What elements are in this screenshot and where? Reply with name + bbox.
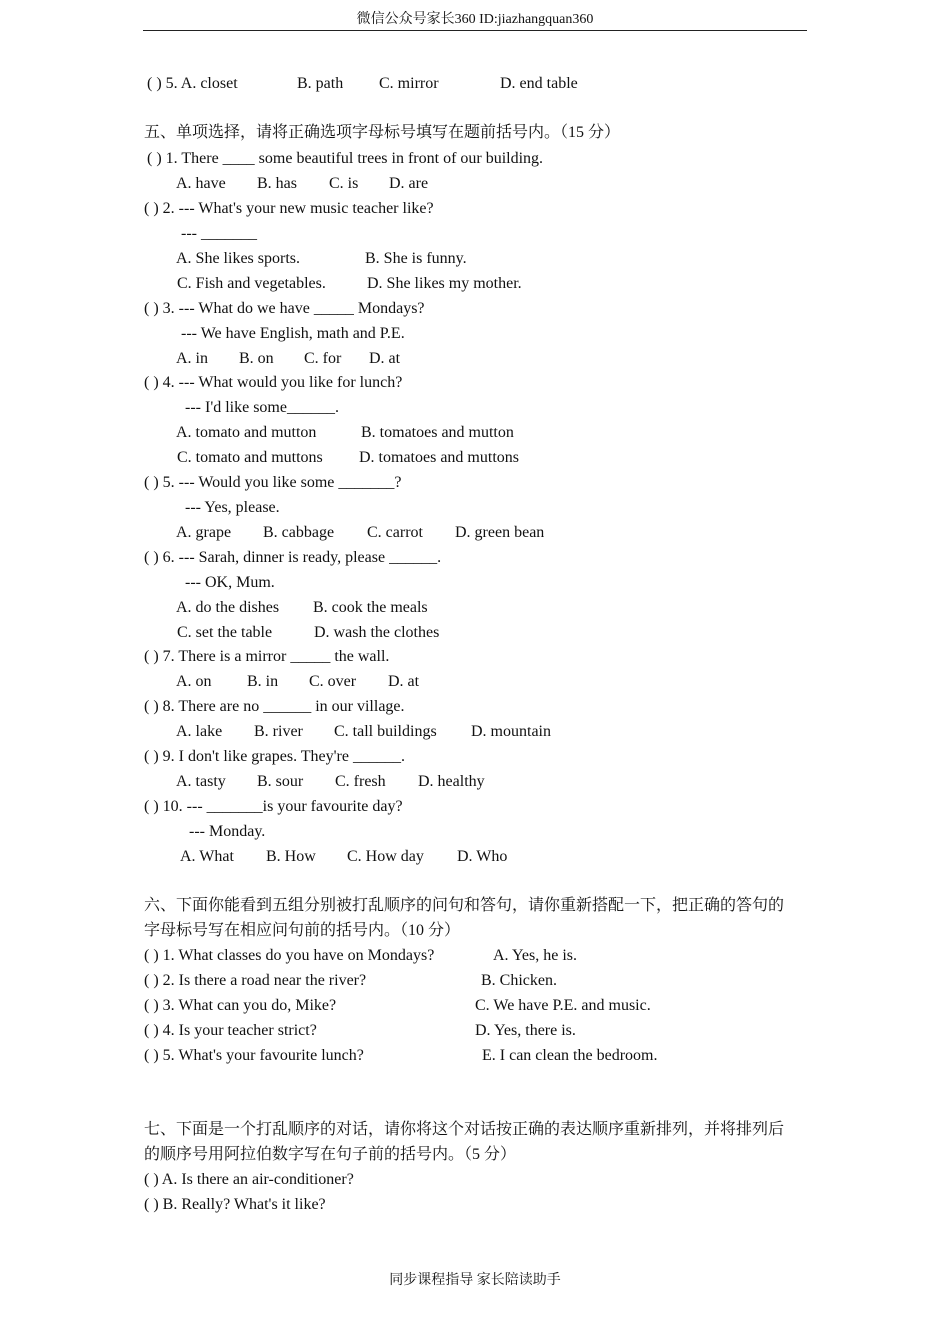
s5-q1-option-d: D. are [389, 175, 429, 192]
s6-question-4: ( ) 4. Is your teacher strict? [144, 1022, 317, 1039]
s5-q7-option-a: A. on [176, 673, 212, 690]
s5-q2-text: ( ) 2. --- What's your new music teacher like? [144, 200, 434, 217]
s6-question-3: ( ) 3. What can you do, Mike? [144, 997, 337, 1014]
s5-q10-text: ( ) 10. --- _______is your favourite day? [144, 798, 403, 815]
s5-q7-option-d: D. at [388, 673, 420, 690]
s5-q6-option-c: C. set the table [177, 624, 273, 641]
page-header: 微信公众号家长360 ID:jiazhangquan360 [143, 10, 807, 31]
s6-question-5: ( ) 5. What's your favourite lunch? [144, 1047, 364, 1064]
s5-q4-option-c: C. tomato and muttons [177, 449, 323, 466]
s6-answer-d: D. Yes, there is. [475, 1022, 576, 1039]
s6-answer-b: B. Chicken. [481, 972, 557, 989]
s5-q9-option-b: B. sour [257, 773, 304, 790]
carryover-q5-option-d: D. end table [500, 75, 578, 92]
s5-q10-option-b: B. How [266, 848, 316, 865]
s5-q5-option-c: C. carrot [367, 524, 423, 541]
s5-q10-option-a: A. What [180, 848, 234, 865]
s5-q4-text: ( ) 4. --- What would you like for lunch? [144, 374, 403, 391]
s7-item-b: ( ) B. Really? What's it like? [144, 1196, 326, 1213]
s5-q8-option-b: B. river [254, 723, 303, 740]
s5-q3-text: ( ) 3. --- What do we have _____ Mondays? [144, 300, 425, 317]
s5-q4-reply: --- I'd like some______. [185, 399, 339, 416]
s6-answer-a: A. Yes, he is. [493, 947, 578, 964]
s5-q6-reply: --- OK, Mum. [185, 574, 275, 591]
s5-q9-option-d: D. healthy [418, 773, 485, 790]
s5-q5-reply: --- Yes, please. [185, 499, 280, 516]
s5-q3-option-d: D. at [369, 350, 401, 367]
s5-q3-option-b: B. on [239, 350, 274, 367]
s5-q1-option-a: A. have [176, 175, 226, 192]
s5-q6-option-b: B. cook the meals [313, 599, 428, 616]
s5-q9-option-c: C. fresh [335, 773, 386, 790]
s5-q8-text: ( ) 8. There are no ______ in our village. [144, 698, 405, 715]
s7-item-a: ( ) A. Is there an air-conditioner? [144, 1171, 354, 1188]
s5-q3-option-a: A. in [176, 350, 208, 367]
carryover-q5-option-a: ( ) 5. A. closet [147, 75, 238, 92]
section7-title-line2: 的顺序号用阿拉伯数字写在句子前的括号内。（5 分） [144, 1146, 517, 1163]
s5-q3-reply: --- We have English, math and P.E. [181, 325, 405, 342]
s5-q8-option-d: D. mountain [471, 723, 551, 740]
s6-question-1: ( ) 1. What classes do you have on Mondays? [144, 947, 435, 964]
section6-title-line1: 六、下面你能看到五组分别被打乱顺序的问句和答句，请你重新搭配一下，把正确的答句的 [144, 897, 785, 914]
s5-q6-option-a: A. do the dishes [176, 599, 280, 616]
s5-q6-option-d: D. wash the clothes [314, 624, 440, 641]
page-footer: 同步课程指导 家长陪读助手 [389, 1273, 561, 1288]
s5-q6-text: ( ) 6. --- Sarah, dinner is ready, please ______. [144, 549, 442, 566]
section6-title-line2: 字母标号写在相应问句前的括号内。（10 分） [144, 922, 461, 939]
carryover-q5-option-b: B. path [297, 75, 344, 92]
s5-q5-text: ( ) 5. --- Would you like some _______? [144, 474, 402, 491]
s5-q4-option-d: D. tomatoes and muttons [359, 449, 519, 466]
s5-q5-option-d: D. green bean [455, 524, 545, 541]
s5-q8-option-c: C. tall buildings [334, 723, 437, 740]
s6-question-2: ( ) 2. Is there a road near the river? [144, 972, 367, 989]
s6-answer-c: C. We have P.E. and music. [475, 997, 651, 1014]
s6-answer-e: E. I can clean the bedroom. [482, 1047, 658, 1064]
carryover-q5-option-c: C. mirror [379, 75, 439, 92]
s5-q5-option-a: A. grape [176, 524, 232, 541]
section7-title-line1: 七、下面是一个打乱顺序的对话，请你将这个对话按正确的表达顺序重新排列，并将排列后 [144, 1121, 785, 1138]
s5-q10-option-c: C. How day [347, 848, 424, 865]
s5-q1-text: ( ) 1. There ____ some beautiful trees in front of our building. [147, 150, 544, 167]
s5-q4-option-b: B. tomatoes and mutton [361, 424, 514, 441]
section5-title: 五、单项选择，请将正确选项字母标号填写在题前括号内。（15 分） [144, 124, 621, 141]
s5-q2-option-d: D. She likes my mother. [367, 275, 522, 292]
s5-q1-option-b: B. has [257, 175, 297, 192]
s5-q2-reply: --- _______ [181, 225, 257, 242]
s5-q5-option-b: B. cabbage [263, 524, 335, 541]
s5-q8-option-a: A. lake [176, 723, 223, 740]
s5-q9-option-a: A. tasty [176, 773, 226, 790]
s5-q2-option-b: B. She is funny. [365, 250, 467, 267]
s5-q3-option-c: C. for [304, 350, 342, 367]
s5-q2-option-a: A. She likes sports. [176, 250, 300, 267]
s5-q10-option-d: D. Who [457, 848, 508, 865]
s5-q4-option-a: A. tomato and mutton [176, 424, 317, 441]
s5-q9-text: ( ) 9. I don't like grapes. They're ______. [144, 748, 405, 765]
s5-q7-option-b: B. in [247, 673, 279, 690]
s5-q7-text: ( ) 7. There is a mirror _____ the wall. [144, 648, 390, 665]
s5-q2-option-c: C. Fish and vegetables. [177, 275, 326, 292]
s5-q7-option-c: C. over [309, 673, 357, 690]
s5-q1-option-c: C. is [329, 175, 359, 192]
s5-q10-reply: --- Monday. [189, 823, 266, 840]
